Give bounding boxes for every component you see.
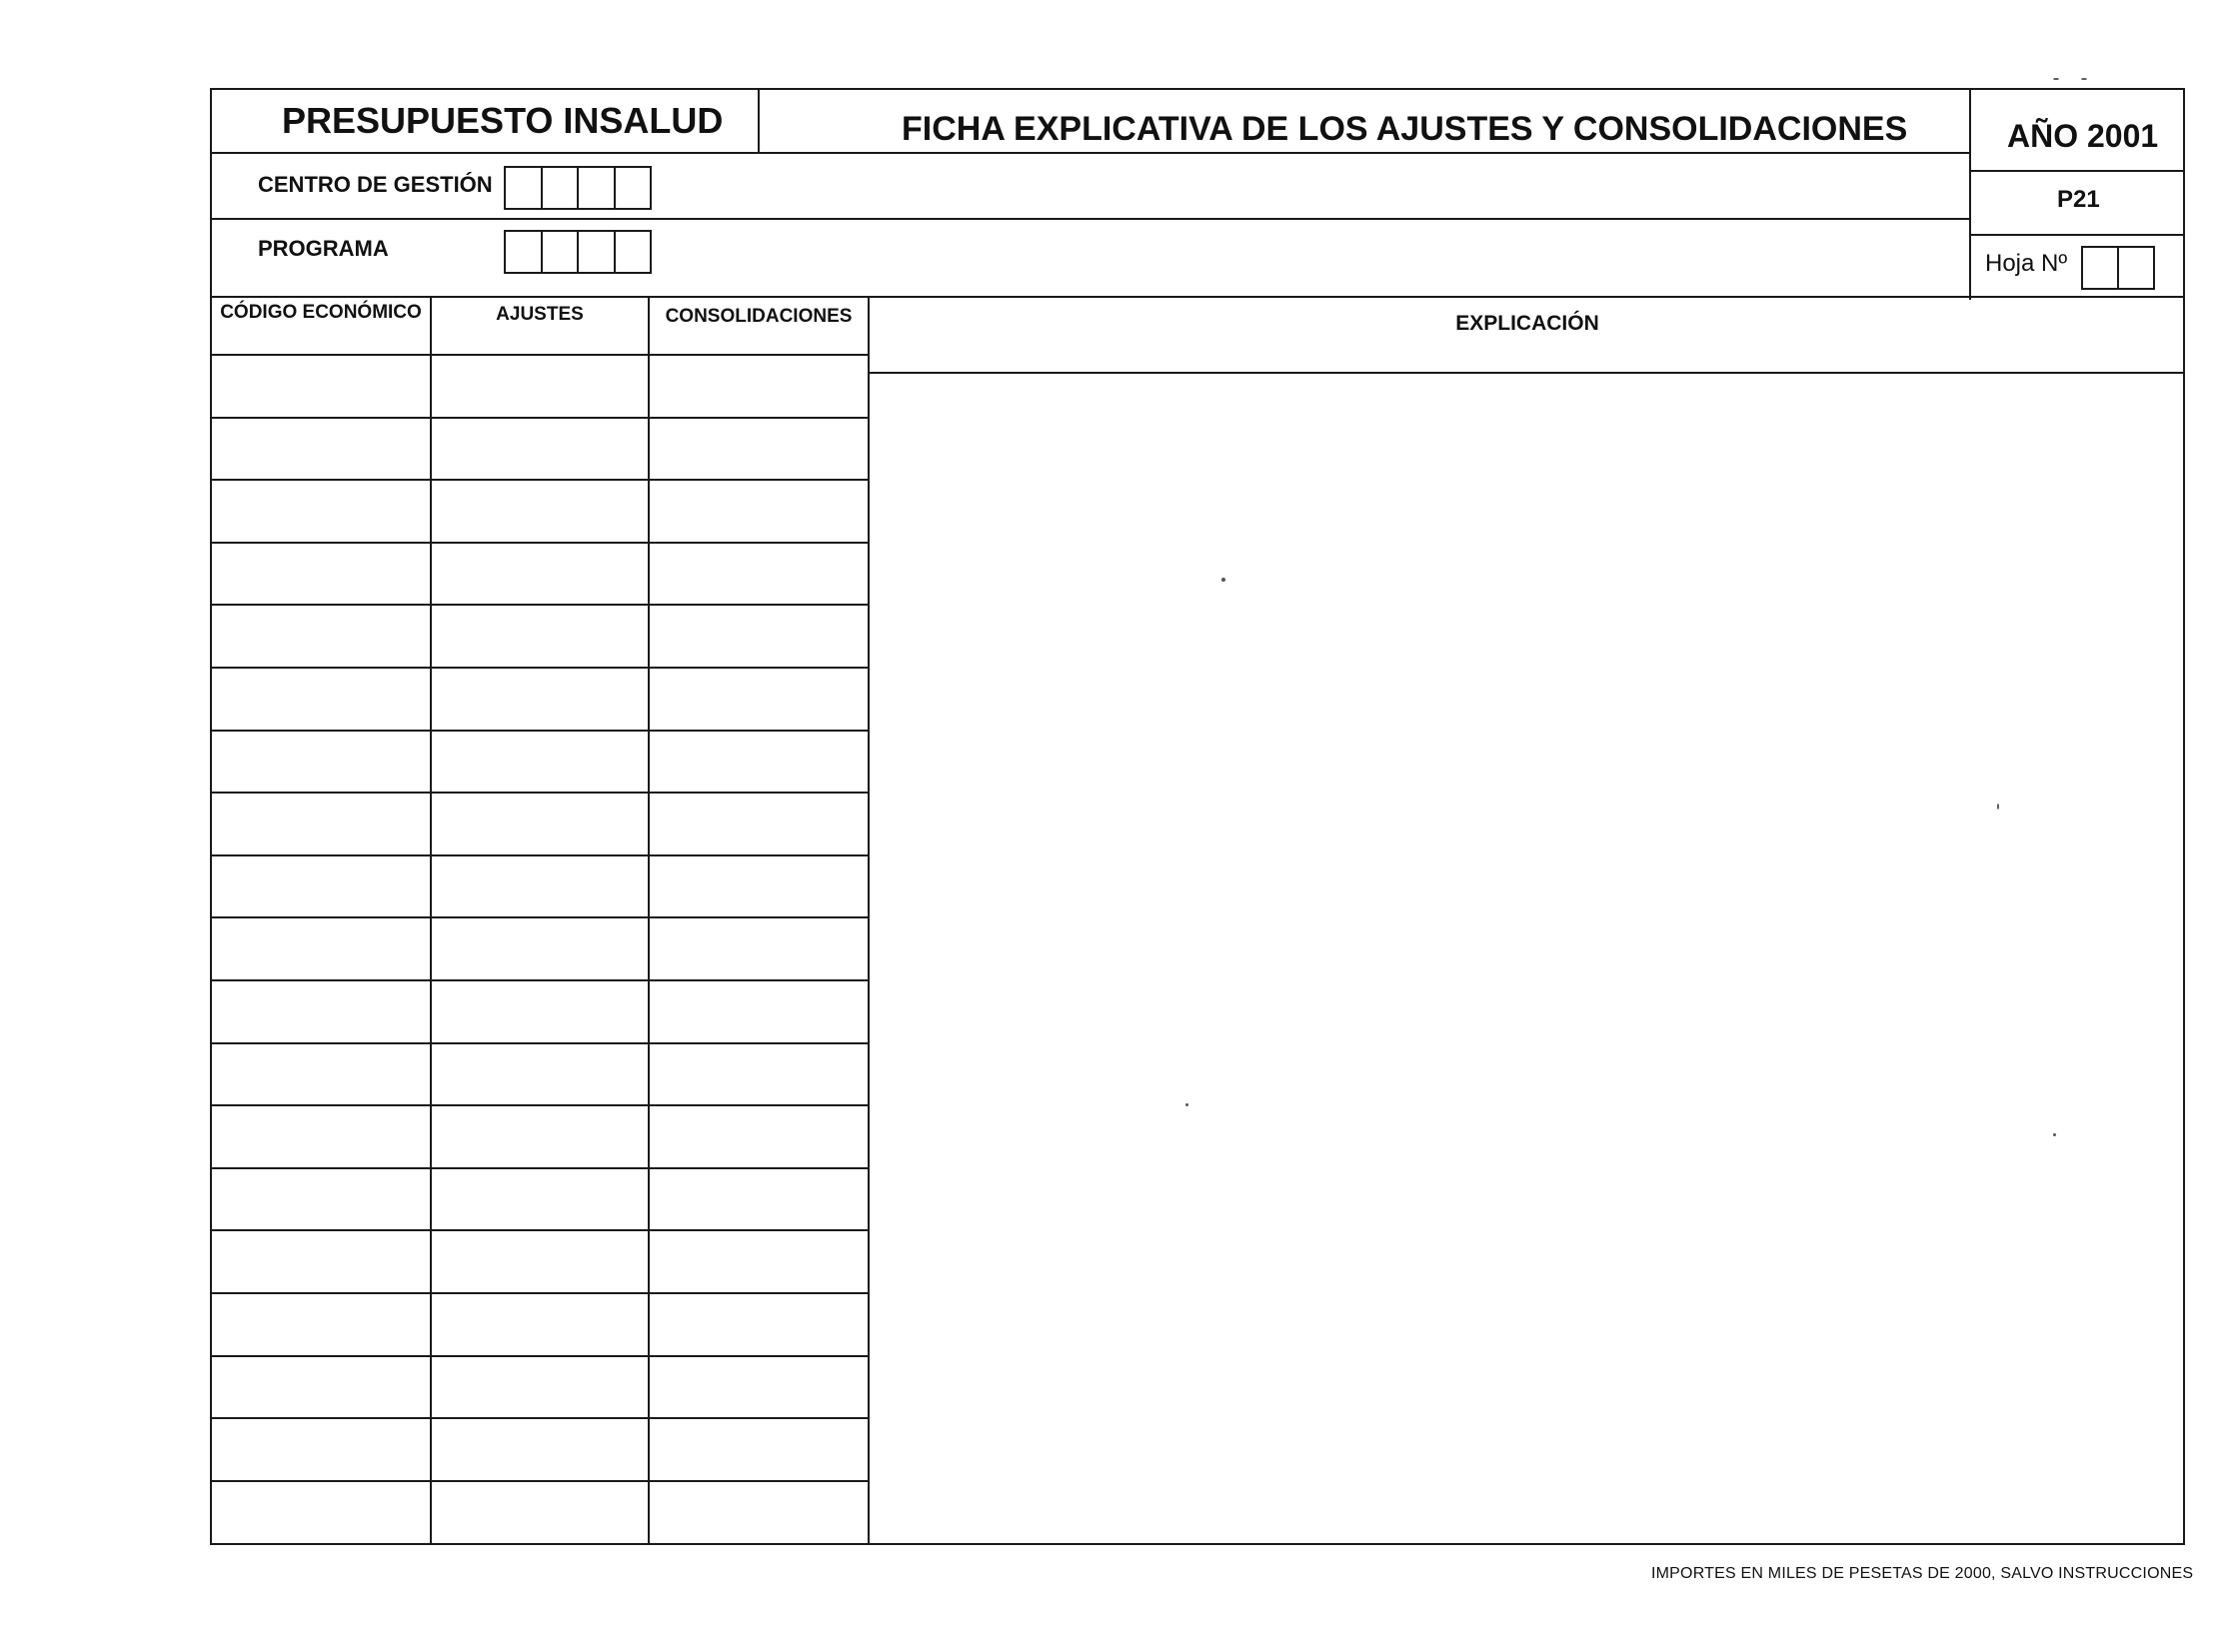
table-cell-consolidaciones[interactable]	[650, 1482, 868, 1543]
form-subtitle: FICHA EXPLICATIVA DE LOS AJUSTES Y CONSOLIDACIONES	[902, 110, 1908, 148]
table-cell-consolidaciones[interactable]	[650, 606, 868, 667]
form-title: PRESUPUESTO INSALUD	[282, 100, 724, 141]
table-cell-ajustes[interactable]	[432, 1106, 648, 1167]
scan-speck	[2081, 78, 2087, 80]
col-header-ajustes: AJUSTES	[496, 304, 584, 325]
table-cell-ajustes[interactable]	[432, 1231, 648, 1292]
divider	[758, 90, 760, 152]
table-cell-ajustes[interactable]	[432, 981, 648, 1042]
table-cell-codigo[interactable]	[214, 1482, 430, 1543]
table-cell-codigo[interactable]	[214, 1419, 430, 1480]
table-cell-ajustes[interactable]	[432, 918, 648, 979]
col-header-consolidaciones: CONSOLIDACIONES	[665, 306, 853, 327]
table-cell-ajustes[interactable]	[432, 1294, 648, 1355]
column-divider	[868, 296, 870, 1545]
table-cell-codigo[interactable]	[214, 1044, 430, 1105]
table-cell-ajustes[interactable]	[432, 1357, 648, 1418]
table-cell-codigo[interactable]	[214, 732, 430, 793]
table-cell-codigo[interactable]	[214, 419, 430, 480]
table-cell-codigo[interactable]	[214, 1169, 430, 1230]
table-cell-codigo[interactable]	[214, 1294, 430, 1355]
table-cell-codigo[interactable]	[214, 794, 430, 854]
programa-code-input[interactable]	[504, 230, 652, 274]
table-cell-ajustes[interactable]	[432, 669, 648, 730]
year-label: AÑO 2001	[2007, 118, 2159, 154]
divider	[212, 296, 2185, 298]
table-cell-codigo[interactable]	[214, 1106, 430, 1167]
table-cell-codigo[interactable]	[214, 606, 430, 667]
table-cell-ajustes[interactable]	[432, 856, 648, 917]
table-cell-consolidaciones[interactable]	[650, 732, 868, 793]
table-cell-ajustes[interactable]	[432, 544, 648, 605]
table-cell-ajustes[interactable]	[432, 481, 648, 542]
table-cell-codigo[interactable]	[214, 481, 430, 542]
table-cell-codigo[interactable]	[214, 669, 430, 730]
table-cell-consolidaciones[interactable]	[650, 856, 868, 917]
table-cell-consolidaciones[interactable]	[650, 481, 868, 542]
table-cell-consolidaciones[interactable]	[650, 981, 868, 1042]
table-cell-consolidaciones[interactable]	[650, 1044, 868, 1105]
scan-speck	[1185, 1103, 1188, 1106]
table-cell-ajustes[interactable]	[432, 1482, 648, 1543]
table-cell-consolidaciones[interactable]	[650, 419, 868, 480]
table-cell-codigo[interactable]	[214, 981, 430, 1042]
table-cell-ajustes[interactable]	[432, 1044, 648, 1105]
table-cell-codigo[interactable]	[214, 356, 430, 417]
divider	[1969, 234, 2185, 236]
table-cell-consolidaciones[interactable]	[650, 918, 868, 979]
table-cell-ajustes[interactable]	[432, 606, 648, 667]
table-cell-codigo[interactable]	[214, 918, 430, 979]
table-cell-consolidaciones[interactable]	[650, 669, 868, 730]
scan-speck	[2053, 78, 2059, 80]
table-cell-ajustes[interactable]	[432, 794, 648, 854]
form-code: P21	[2057, 186, 2100, 213]
scan-speck	[1997, 804, 1999, 810]
budget-form	[210, 88, 2185, 1545]
table-cell-consolidaciones[interactable]	[650, 1294, 868, 1355]
table-cell-ajustes[interactable]	[432, 732, 648, 793]
col-header-explicacion: EXPLICACIÓN	[1455, 312, 1599, 335]
centro-label: CENTRO DE GESTIÓN	[258, 172, 493, 197]
scan-speck	[2053, 1133, 2056, 1136]
divider	[212, 152, 1969, 154]
programa-label: PROGRAMA	[258, 236, 389, 261]
hoja-number-input[interactable]	[2081, 246, 2155, 290]
table-cell-codigo[interactable]	[214, 544, 430, 605]
footer-note: IMPORTES EN MILES DE PESETAS DE 2000, SALVO INSTRUCCIONES	[1651, 1565, 2194, 1582]
table-cell-consolidaciones[interactable]	[650, 1357, 868, 1418]
table-cell-consolidaciones[interactable]	[650, 1106, 868, 1167]
centro-code-input[interactable]	[504, 166, 652, 210]
table-cell-codigo[interactable]	[214, 1357, 430, 1418]
table-cell-ajustes[interactable]	[432, 1169, 648, 1230]
table-cell-codigo[interactable]	[214, 856, 430, 917]
table-cell-consolidaciones[interactable]	[650, 1231, 868, 1292]
col-header-codigo: CÓDIGO ECONÓMICO	[220, 302, 422, 323]
table-cell-consolidaciones[interactable]	[650, 1419, 868, 1480]
hoja-label: Hoja Nº	[1985, 250, 2068, 277]
scan-speck	[1221, 578, 1225, 582]
table-cell-consolidaciones[interactable]	[650, 1169, 868, 1230]
table-cell-ajustes[interactable]	[432, 419, 648, 480]
divider	[1969, 170, 2185, 172]
divider	[1969, 90, 1971, 300]
table-cell-ajustes[interactable]	[432, 356, 648, 417]
table-cell-consolidaciones[interactable]	[650, 356, 868, 417]
explicacion-area[interactable]	[872, 376, 2181, 1541]
divider	[870, 372, 2185, 374]
table-cell-consolidaciones[interactable]	[650, 544, 868, 605]
table-cell-consolidaciones[interactable]	[650, 794, 868, 854]
table-cell-ajustes[interactable]	[432, 1419, 648, 1480]
table-cell-codigo[interactable]	[214, 1231, 430, 1292]
divider	[212, 218, 1969, 220]
